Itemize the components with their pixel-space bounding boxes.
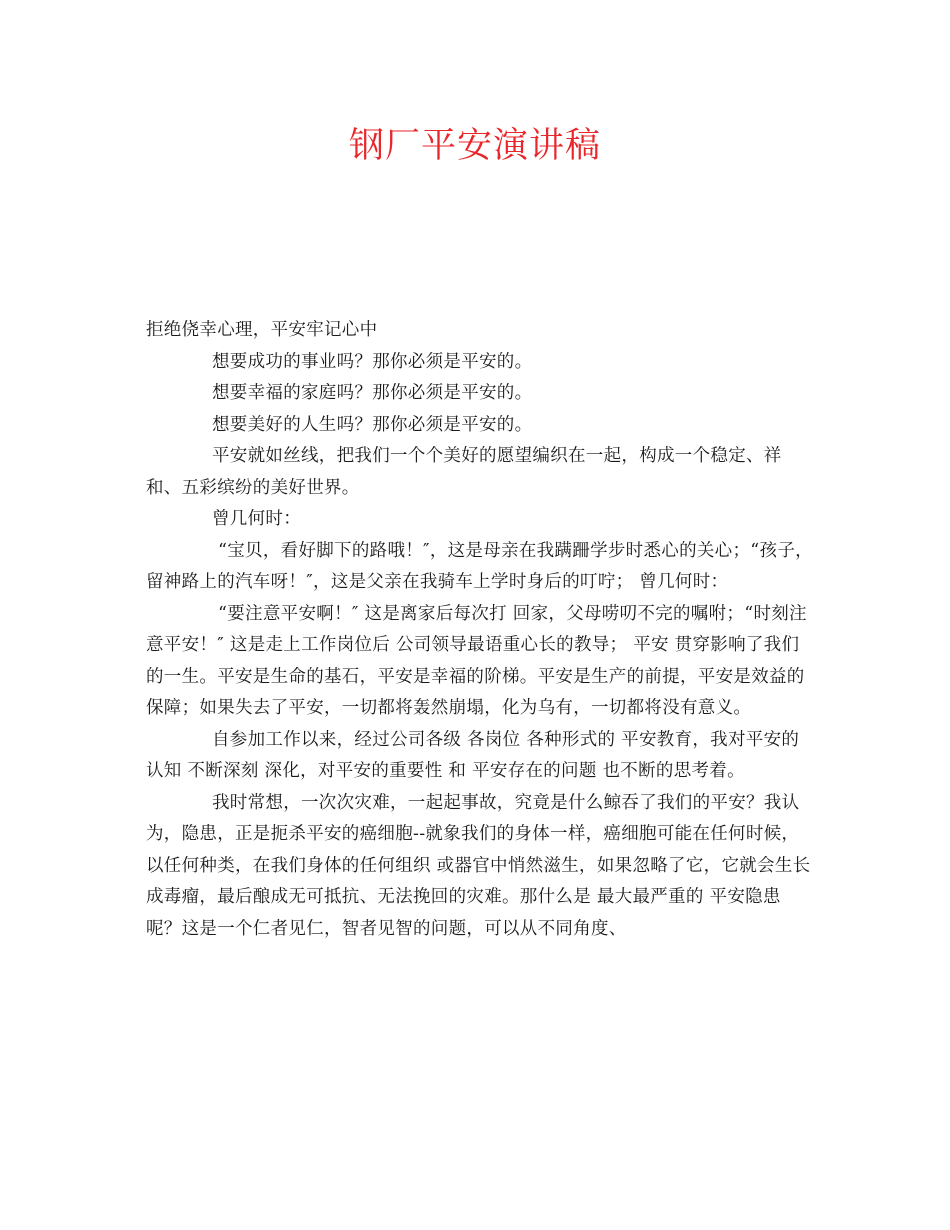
paragraph: 想要幸福的家庭吗？那你必须是平安的。 bbox=[212, 383, 533, 403]
paragraph: 曾几何时： bbox=[212, 509, 301, 529]
paragraph: 自参加工作以来，经过公司各级 各岗位 各种形式的 平安教育，我对平安的认知 不断深刻 深化，对平安的重要性 和 平安存在的问题 也不断的思考着。 bbox=[146, 729, 800, 781]
document-body bbox=[146, 315, 814, 945]
paragraph: 想要成功的事业吗？那你必须是平安的。 bbox=[212, 351, 533, 372]
paragraph: 平安就如丝线，把我们一个个美好的愿望编织在一起，构成一个稳定、祥和、五彩缤纷的美好世界。 bbox=[146, 446, 782, 498]
paragraph: “要注意平安啊！″ 这是离家后每次打 回家，父母唠叨不完的嘱咐；“时刻注意平安！″ 这是走上工作岗位后 公司领导最语重心长的教导； 平安 贯穿影响了我们的一生。平安是生命的基石，平安是幸福的阶梯。平安是生产的前提，平安是效益的保障；如果失去了平安，一切都将轰然崩塌，化为乌有，一切都将没有意义。 bbox=[146, 603, 807, 718]
paragraph: “宝贝，看好脚下的路哦！″，这是母亲在我蹒跚学步时悉心的关心；“孩子，留神路上的汽车呀！″，这是父亲在我骑车上学时身后的叮咛； 曾几何时： bbox=[146, 540, 813, 592]
paragraph: 想要美好的人生吗？那你必须是平安的。 bbox=[212, 414, 533, 435]
paragraph: 我时常想，一次次灾难，一起起事故，究竟是什么鲸吞了我们的平安？我认为，隐患，正是扼杀平安的癌细胞--就象我们的身体一样，癌细胞可能在任何时候，以任何种类，在我们身体的任何组织 或器官中悄然滋生，如果忽略了它，它就会生长成毒瘤，最后酿成无可抵抗、无法挽回的灾难。那什么是 最大最严重的 平安隐患呢？这是一个仁者见仁，智者见智的问题，可以从不同角度、 bbox=[146, 792, 811, 939]
document-title: 钢厂平安演讲稿 bbox=[348, 126, 601, 166]
paragraph-subtitle: 拒绝侥幸心理，平安牢记心中 bbox=[146, 320, 378, 340]
